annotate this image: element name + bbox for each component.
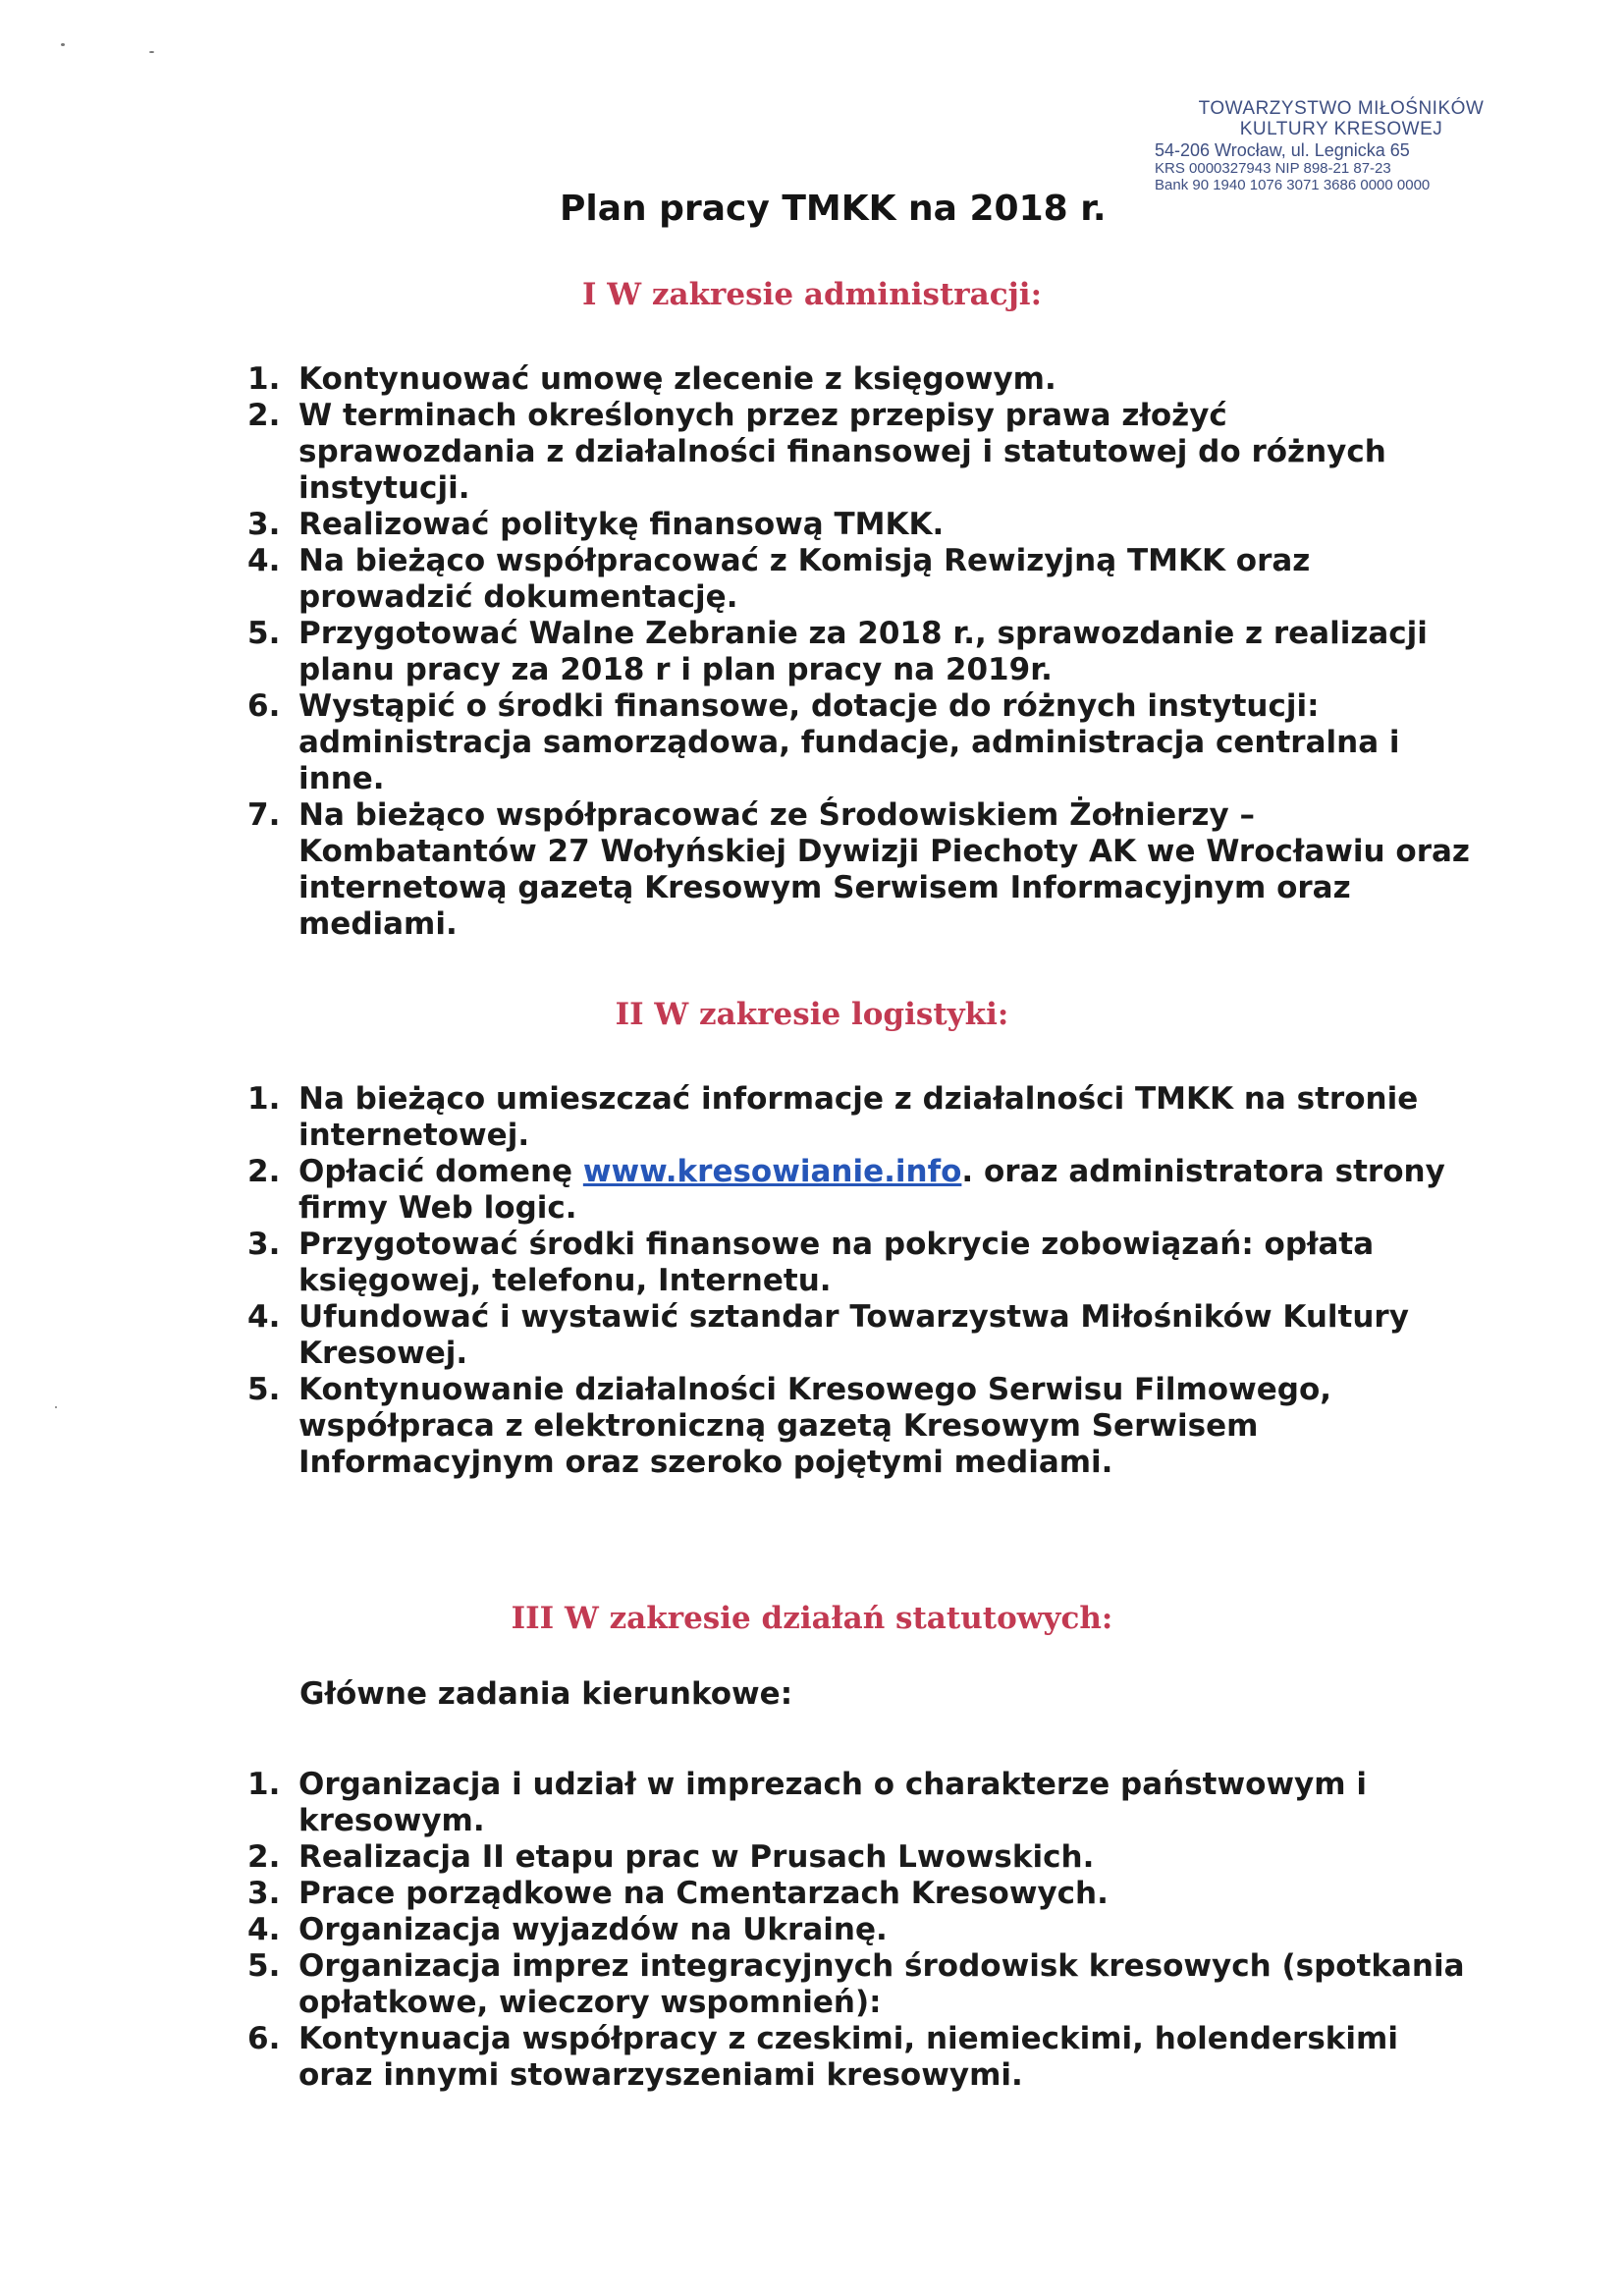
list-item [247, 1876, 1465, 1912]
stamp-org-name-2: KULTURY KRESOWEJ [1239, 119, 1443, 139]
item-number: 1. [247, 1081, 281, 1117]
organization-stamp [1155, 98, 1528, 193]
item-text: Organizacja imprez integracyjnych środowisk kresowych (spotkania opłatkowe, wieczory wspomnień): [298, 1948, 1465, 2020]
item-number: 5. [247, 1948, 281, 1984]
section-heading-administration: I W zakresie administracji: [581, 277, 1043, 312]
item-text: W terminach określonych przez przepisy prawa złożyć sprawozdania z działalności finansowej i statutowej do różnych instytucji. [298, 398, 1386, 506]
list-item [247, 616, 1475, 688]
item-number: 5. [247, 616, 281, 651]
item-text: Ufundować i wystawić sztandar Towarzystwa Miłośników Kultury Kresowej. [298, 1299, 1409, 1371]
item-text: Wystąpić o środki finansowe, dotacje do różnych instytucji: administracja samorządowa, fundacje, administracja centralna i inne. [298, 688, 1400, 796]
item-text-after-link: . oraz administratora strony firmy Web logic. [298, 1154, 1445, 1226]
list-item [247, 1948, 1465, 2021]
item-number: 2. [247, 398, 281, 433]
stamp-registry: KRS 0000327943 NIP 898-21 87-23 [1155, 160, 1391, 177]
list-item [247, 1227, 1445, 1299]
item-text-before-link: Opłacić domenę [298, 1154, 583, 1189]
item-text: Na bieżąco współpracować ze Środowiskiem Żołnierzy – Kombatantów 27 Wołyńskiej Dywizji Piechoty AK we Wrocławiu oraz internetową gazetą Kresowym Serwisem Informacyjnym oraz mediami. [298, 797, 1470, 942]
item-text: Kontynuowanie działalności Kresowego Serwisu Filmowego, współpraca z elektroniczną gazetą Kresowym Serwisem Informacyjnym oraz szeroko pojętymi mediami. [298, 1372, 1332, 1480]
item-text: Przygotować środki finansowe na pokrycie zobowiązań: opłata księgowej, telefonu, Internetu. [298, 1227, 1375, 1298]
main-tasks-subheading: Główne zadania kierunkowe: [299, 1676, 793, 1712]
item-text: Na bieżąco współpracować z Komisją Rewizyjną TMKK oraz prowadzić dokumentację. [298, 543, 1311, 615]
item-number: 1. [247, 1767, 281, 1802]
item-number: 2. [247, 1839, 281, 1875]
item-text: Prace porządkowe na Cmentarzach Kresowych. [298, 1876, 1109, 1911]
item-text: Organizacja i udział w imprezach o charakterze państwowym i kresowym. [298, 1767, 1367, 1838]
item-text: Realizować politykę finansową TMKK. [298, 507, 945, 542]
item-number: 5. [247, 1372, 281, 1407]
item-number: 3. [247, 1876, 281, 1911]
section-heading-statutory: III W zakresie działań statutowych: [511, 1601, 1113, 1636]
list-item [247, 688, 1475, 797]
list-item [247, 507, 1475, 543]
list-item [247, 1912, 1465, 1948]
item-text: Kontynuacja współpracy z czeskimi, niemieckimi, holenderskimi oraz innymi stowarzyszeniami kresowymi. [298, 2021, 1398, 2093]
list-item [247, 1081, 1445, 1154]
list-item [247, 398, 1475, 507]
list-item [247, 1767, 1465, 1839]
list-item [247, 1839, 1465, 1876]
stamp-bank-account: Bank 90 1940 1076 3071 3686 0000 0000 [1155, 177, 1431, 193]
list-item [247, 1154, 1445, 1227]
stamp-org-name: TOWARZYSTWO MIŁOŚNIKÓW [1198, 98, 1485, 119]
item-number: 6. [247, 688, 281, 724]
item-number: 1. [247, 361, 281, 397]
list-item [247, 2021, 1465, 2094]
item-number: 2. [247, 1154, 281, 1189]
statutory-task-list [247, 1767, 1465, 2094]
item-number: 4. [247, 1299, 281, 1335]
item-number: 4. [247, 543, 281, 578]
item-text: Na bieżąco umieszczać informacje z działalności TMKK na stronie internetowej. [298, 1081, 1419, 1153]
list-item [247, 361, 1475, 398]
item-number: 3. [247, 507, 281, 542]
document-title: Plan pracy TMKK na 2018 r. [560, 189, 1107, 229]
scan-speck [61, 43, 65, 46]
list-item [247, 1372, 1445, 1481]
list-item [247, 797, 1475, 943]
item-text: Kontynuować umowę zlecenie z księgowym. [298, 361, 1056, 397]
item-number: 3. [247, 1227, 281, 1262]
logistics-task-list [247, 1081, 1445, 1481]
stamp-address: 54-206 Wrocław, ul. Legnicka 65 [1155, 140, 1410, 160]
section-heading-logistics: II W zakresie logistyki: [615, 997, 1009, 1032]
administration-task-list [247, 361, 1475, 943]
scan-speck [55, 1406, 57, 1408]
item-number: 4. [247, 1912, 281, 1947]
item-text: Organizacja wyjazdów na Ukrainę. [298, 1912, 888, 1947]
list-item [247, 1299, 1445, 1372]
item-number: 7. [247, 797, 281, 833]
item-text: Realizacja II etapu prac w Prusach Lwowskich. [298, 1839, 1095, 1875]
item-text: Przygotować Walne Zebranie za 2018 r., sprawozdanie z realizacji planu pracy za 2018 r i plan pracy na 2019r. [298, 616, 1428, 687]
list-item [247, 543, 1475, 616]
item-number: 6. [247, 2021, 281, 2056]
domain-link[interactable]: www.kresowianie.info [582, 1154, 962, 1189]
scan-speck [149, 51, 154, 53]
